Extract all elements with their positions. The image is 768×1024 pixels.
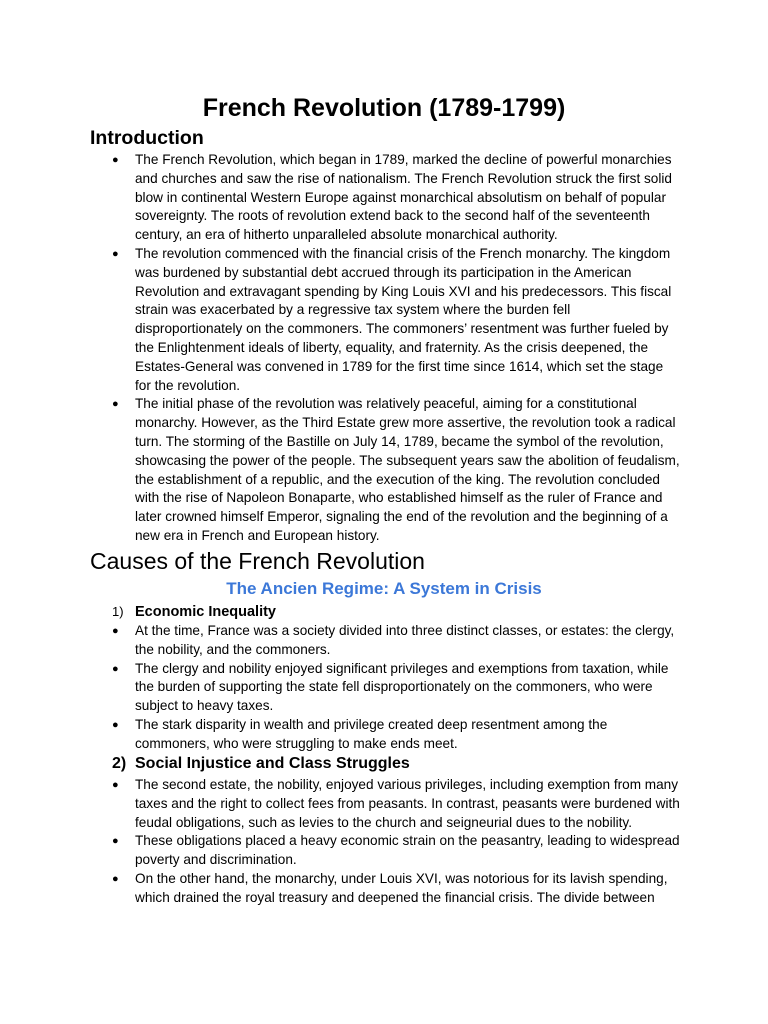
list-item-text: These obligations placed a heavy economic strain on the peasantry, leading to widespread poverty and discrimination. [135, 833, 680, 868]
list-item [0, 622, 680, 660]
list-item [0, 245, 680, 395]
introduction-heading: Introduction [90, 127, 204, 149]
list-item-text: The clergy and nobility enjoyed significant privileges and exemptions from taxation, while the burden of supporting the state fell disproportionately on the commoners, who were subject to heavy taxes. [135, 660, 669, 714]
bullet-icon: ● [112, 718, 119, 731]
list-item [0, 776, 680, 832]
bullet-icon: ● [112, 779, 119, 791]
bullet-icon: ● [112, 872, 119, 885]
bullet-icon: ● [112, 625, 119, 637]
list-item-text: The revolution commenced with the financial crisis of the French monarchy. The kingdom was burdened by substantial debt accrued through its participation in the American Revolution and extravagant spending by King Louis XVI and his predecessors. This fiscal strain was exacerbated by a regressive tax system where the burden fell disproportionately on the commoners. The commoners’ resentment was further fueled by the Enlightenment ideals of liberty, equality, and fraternity. As the crisis deepened, the Estates-General was convened in 1789 for the first time since 1614, which set the stage for the revolution. [135, 245, 672, 393]
introduction-list [0, 151, 768, 546]
bullet-icon: ● [112, 247, 119, 260]
list-item-text: On the other hand, the monarchy, under Louis XVI, was notorious for its lavish spending, which drained the royal treasury and deepened the financial crisis. The divide between [135, 870, 668, 905]
list-item-text: The second estate, the nobility, enjoyed various privileges, including exemption from many taxes and the right to collect fees from peasants. In contrast, peasants were burdened with feudal obligations, such as levies to the church and seigneurial dues to the nobility. [135, 777, 680, 830]
section-1-list [0, 622, 768, 754]
list-item [0, 660, 680, 716]
list-item [0, 870, 680, 908]
bullet-icon: ● [112, 662, 119, 675]
section-number: 1) [112, 604, 124, 619]
list-item [0, 151, 680, 245]
section-title: Social Injustice and Class Struggles [135, 755, 410, 772]
causes-heading: Causes of the French Revolution [90, 548, 425, 574]
bullet-icon: ● [112, 835, 119, 848]
section-number: 2) [112, 755, 127, 772]
bullet-icon: ● [112, 398, 119, 411]
list-item-text: The French Revolution, which began in 1789, marked the decline of powerful monarchies and churches and saw the rise of nationalism. The French Revolution struck the first solid blow in continental Western Europe against monarchical absolutism on behalf of popular sovereignty. The roots of revolution extend back to the second half of the seventeenth century, an era of hitherto unparalleled absolute monarchical authority. [135, 152, 672, 243]
section-2-list [0, 776, 768, 908]
page-title: French Revolution (1789-1799) [202, 94, 566, 122]
bullet-icon: ● [112, 154, 119, 166]
list-item-text: The initial phase of the revolution was relatively peaceful, aiming for a constitutional monarchy. However, as the Third Estate grew more assertive, the revolution took a radical turn. The storming of the Bastille on July 14, 1789, became the symbol of the revolution, showcasing the power of the people. The subsequent years saw the abolition of feudalism, the establishment of a republic, and the execution of the king. The revolution concluded with the rise of Napoleon Bonaparte, who established himself as the ruler of France and later crowned himself Emperor, signaling the end of the revolution and the beginning of a new era in French and European history. [135, 396, 680, 543]
list-item [0, 832, 680, 870]
list-item-text: The stark disparity in wealth and privilege created deep resentment among the commoners, who were struggling to make ends meet. [135, 716, 608, 751]
list-item-text: At the time, France was a society divided into three distinct classes, or estates: the clergy, the nobility, and the commoners. [135, 623, 675, 657]
list-item [0, 716, 680, 754]
section-title: Economic Inequality [135, 604, 276, 620]
list-item [0, 395, 680, 545]
ancien-regime-subheading: The Ancien Regime: A System in Crisis [226, 579, 542, 598]
